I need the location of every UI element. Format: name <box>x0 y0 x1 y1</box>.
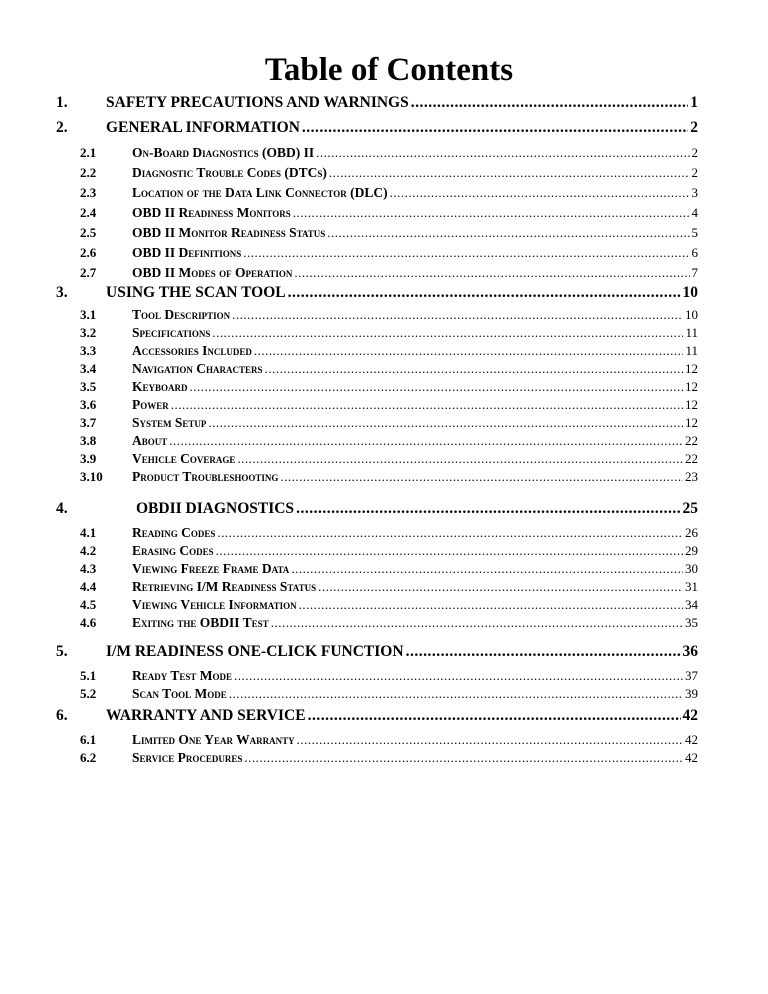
page-number: 10 <box>682 284 698 301</box>
section-title: GENERAL INFORMATION <box>106 119 300 136</box>
entry-title: Product Troubleshooting <box>132 469 279 484</box>
toc-entry-2-7[interactable] <box>80 265 698 281</box>
entry-number: 3.3 <box>80 343 97 358</box>
toc-entry-2-5[interactable] <box>80 225 698 241</box>
dot-leader <box>212 325 683 341</box>
entry-number: 2.5 <box>80 225 97 240</box>
entry-title: On-Board Diagnostics (OBD) II <box>132 145 315 160</box>
page-number: 11 <box>685 343 698 358</box>
page-number: 5 <box>691 225 698 240</box>
toc-entry-3-10[interactable] <box>80 469 698 485</box>
entry-title: Erasing Codes <box>132 543 214 558</box>
toc-entry-5-2[interactable] <box>80 686 698 702</box>
entry-number: 2.4 <box>80 205 97 220</box>
entry-title: About <box>132 433 168 448</box>
dot-leader <box>208 415 683 431</box>
toc-entry-3-1[interactable] <box>80 307 698 323</box>
dot-leader <box>234 668 683 684</box>
toc-section-2[interactable] <box>56 119 698 137</box>
dot-leader <box>406 643 681 661</box>
dot-leader <box>302 119 688 137</box>
entry-title: OBD II Readiness Monitors <box>132 205 291 220</box>
entry-number: 2.6 <box>80 245 97 260</box>
page-number: 37 <box>685 668 698 683</box>
page-number: 23 <box>685 469 698 484</box>
entry-number: 5.2 <box>80 686 97 701</box>
entry-number: 3.8 <box>80 433 97 448</box>
toc-entry-3-9[interactable] <box>80 451 698 467</box>
entry-title: Power <box>132 397 169 412</box>
entry-title: Reading Codes <box>132 525 216 540</box>
entry-number: 2.7 <box>80 265 97 280</box>
entry-title: Scan Tool Mode <box>132 686 227 701</box>
dot-leader <box>299 597 683 613</box>
dot-leader <box>291 561 683 577</box>
dot-leader <box>254 343 684 359</box>
entry-title: Accessories Included <box>132 343 252 358</box>
section-number: 4. <box>56 500 68 517</box>
dot-leader <box>229 686 683 702</box>
toc-section-4[interactable] <box>56 500 698 518</box>
entry-title: OBD II Monitor Readiness Status <box>132 225 326 240</box>
entry-title: OBD II Modes of Operation <box>132 265 293 280</box>
toc-entry-3-3[interactable] <box>80 343 698 359</box>
page-number: 22 <box>685 433 698 448</box>
entry-number: 3.5 <box>80 379 97 394</box>
toc-entry-6-2[interactable] <box>80 750 698 766</box>
toc-entry-5-1[interactable] <box>80 668 698 684</box>
page-number: 4 <box>691 205 698 220</box>
entry-number: 4.5 <box>80 597 97 612</box>
toc-entry-6-1[interactable] <box>80 732 698 748</box>
page-number: 22 <box>685 451 698 466</box>
page-number: 39 <box>685 686 698 701</box>
toc-entry-4-1[interactable] <box>80 525 698 541</box>
toc-section-3[interactable] <box>56 284 698 302</box>
dot-leader <box>243 245 689 261</box>
section-number: 5. <box>56 643 68 660</box>
dot-leader <box>316 145 689 161</box>
page-number: 1 <box>690 94 698 111</box>
page-number: 6 <box>691 245 698 260</box>
dot-leader <box>288 284 681 302</box>
dot-leader <box>169 433 683 449</box>
entry-title: Retrieving I/M Readiness Status <box>132 579 317 594</box>
entry-number: 2.3 <box>80 185 97 200</box>
entry-number: 3.4 <box>80 361 97 376</box>
entry-title: Viewing Vehicle Information <box>132 597 297 612</box>
dot-leader <box>190 379 683 395</box>
dot-leader <box>296 500 680 518</box>
dot-leader <box>265 361 683 377</box>
page-number: 25 <box>682 500 698 517</box>
dot-leader <box>327 225 689 241</box>
dot-leader <box>329 165 690 181</box>
entry-number: 3.6 <box>80 397 97 412</box>
toc-entry-3-8[interactable] <box>80 433 698 449</box>
page-number: 3 <box>691 185 698 200</box>
page-number: 42 <box>682 707 698 724</box>
dot-leader <box>216 543 683 559</box>
entry-number: 2.1 <box>80 145 97 160</box>
page-number: 10 <box>685 307 698 322</box>
dot-leader <box>232 307 683 323</box>
page-number: 12 <box>685 361 698 376</box>
toc-entry-3-4[interactable] <box>80 361 698 377</box>
entry-title: Specifications <box>132 325 211 340</box>
entry-title: Navigation Characters <box>132 361 263 376</box>
section-title: WARRANTY AND SERVICE <box>106 707 306 724</box>
entry-number: 3.1 <box>80 307 97 322</box>
entry-title: Vehicle Coverage <box>132 451 236 466</box>
page-number: 36 <box>682 643 698 660</box>
entry-number: 4.1 <box>80 525 97 540</box>
entry-number: 4.3 <box>80 561 97 576</box>
dot-leader <box>237 451 683 467</box>
toc-entry-3-6[interactable] <box>80 397 698 413</box>
page-number: 2 <box>691 145 698 160</box>
entry-title: Keyboard <box>132 379 188 394</box>
page-number: 26 <box>685 525 698 540</box>
entry-title: OBD II Definitions <box>132 245 242 260</box>
page-number: 2 <box>690 119 698 136</box>
toc-entry-3-7[interactable] <box>80 415 698 431</box>
toc-section-5[interactable] <box>56 643 698 661</box>
page-number: 31 <box>685 579 698 594</box>
entry-number: 5.1 <box>80 668 97 683</box>
dot-leader <box>280 469 683 485</box>
dot-leader <box>390 185 690 201</box>
entry-title: System Setup <box>132 415 207 430</box>
entry-title: Diagnostic Trouble Codes (DTCs) <box>132 165 327 180</box>
entry-number: 3.9 <box>80 451 97 466</box>
page-number: 12 <box>685 415 698 430</box>
section-title: I/M READINESS ONE-CLICK FUNCTION <box>106 643 404 660</box>
entry-number: 3.10 <box>80 469 103 484</box>
section-number: 1. <box>56 94 68 111</box>
section-title: SAFETY PRECAUTIONS AND WARNINGS <box>106 94 409 111</box>
toc-entry-4-5[interactable] <box>80 597 698 613</box>
toc-entry-2-2[interactable] <box>80 165 698 181</box>
toc-section-1[interactable] <box>56 94 698 112</box>
page-number: 35 <box>685 615 698 630</box>
toc-entry-3-2[interactable] <box>80 325 698 341</box>
toc-section-6[interactable] <box>56 707 698 725</box>
entry-number: 2.2 <box>80 165 97 180</box>
entry-number: 4.4 <box>80 579 97 594</box>
entry-number: 4.2 <box>80 543 97 558</box>
page-number: 34 <box>685 597 698 612</box>
page-number: 30 <box>685 561 698 576</box>
toc-entry-2-1[interactable] <box>80 145 698 161</box>
section-number: 6. <box>56 707 68 724</box>
entry-title: Service Procedures <box>132 750 243 765</box>
page-number: 11 <box>685 325 698 340</box>
section-title: OBDII DIAGNOSTICS <box>136 500 295 517</box>
page-number: 42 <box>685 732 698 747</box>
dot-leader <box>217 525 683 541</box>
toc-entry-4-6[interactable] <box>80 615 698 631</box>
toc-entry-2-3[interactable] <box>80 185 698 201</box>
dot-leader <box>293 205 690 221</box>
dot-leader <box>308 707 681 725</box>
entry-title: Viewing Freeze Frame Data <box>132 561 290 576</box>
page-number: 12 <box>685 397 698 412</box>
section-number: 2. <box>56 119 68 136</box>
toc-entry-2-6[interactable] <box>80 245 698 261</box>
dot-leader <box>244 750 683 766</box>
page-number: 42 <box>685 750 698 765</box>
entry-number: 6.1 <box>80 732 97 747</box>
page-number: 29 <box>685 543 698 558</box>
section-title: USING THE SCAN TOOL <box>106 284 286 301</box>
entry-title: Limited One Year Warranty <box>132 732 295 747</box>
section-number: 3. <box>56 284 68 301</box>
page-number: 12 <box>685 379 698 394</box>
page-number: 7 <box>691 265 698 280</box>
toc-entry-4-3[interactable] <box>80 561 698 577</box>
page-number: 2 <box>691 165 698 180</box>
page-title: Table of Contents <box>264 52 514 88</box>
dot-leader <box>297 732 683 748</box>
entry-title: Ready Test Mode <box>132 668 233 683</box>
dot-leader <box>318 579 683 595</box>
toc-entry-2-4[interactable] <box>80 205 698 221</box>
dot-leader <box>411 94 689 112</box>
dot-leader <box>271 615 683 631</box>
dot-leader <box>294 265 689 281</box>
entry-number: 6.2 <box>80 750 97 765</box>
toc-entry-4-2[interactable] <box>80 543 698 559</box>
entry-title: Tool Description <box>132 307 231 322</box>
entry-number: 3.7 <box>80 415 97 430</box>
entry-title: Exiting the OBDII Test <box>132 615 269 630</box>
dot-leader <box>171 397 683 413</box>
entry-title: Location of the Data Link Connector (DLC) <box>132 185 388 200</box>
entry-number: 3.2 <box>80 325 97 340</box>
toc-entry-3-5[interactable] <box>80 379 698 395</box>
toc-entry-4-4[interactable] <box>80 579 698 595</box>
entry-number: 4.6 <box>80 615 97 630</box>
